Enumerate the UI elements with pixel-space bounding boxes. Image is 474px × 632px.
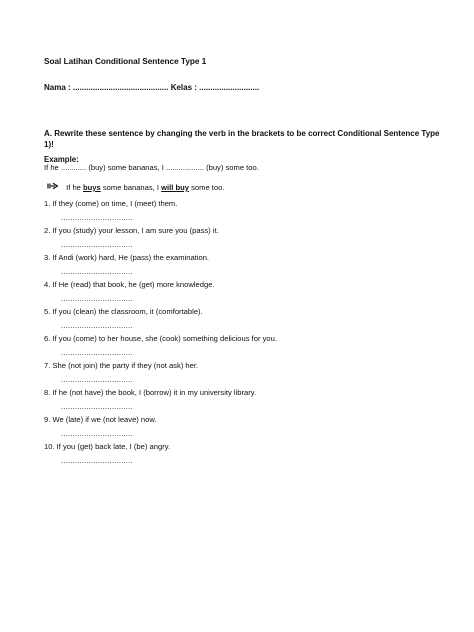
question-text: 9. We (late) if we (not leave) now. <box>44 415 157 424</box>
answer-blank: ............................... <box>61 212 133 222</box>
example-sentence: If he ............ (buy) some bananas, I .................. (buy) some too. <box>44 163 259 172</box>
name-class-line: Nama : ........................................... Kelas : ........................... <box>44 83 260 92</box>
answer-blank: ............................... <box>61 239 133 249</box>
question-text: 8. If he (not have) the book, I (borrow) it in my university library. <box>44 388 257 397</box>
example-label: Example: <box>44 155 79 164</box>
question-text: 3. If Andi (work) hard, He (pass) the examination. <box>44 253 210 262</box>
worksheet-title: Soal Latihan Conditional Sentence Type 1 <box>44 57 207 66</box>
answer-post: some too. <box>188 183 225 192</box>
answer-blank: ............................... <box>61 428 133 438</box>
question-text: 10. If you (get) back late, I (be) angry. <box>44 442 171 451</box>
question-item <box>44 389 256 410</box>
question-item <box>44 362 198 383</box>
answer-mid: some bananas, I <box>100 183 162 192</box>
answer-blank: ............................... <box>61 293 133 303</box>
question-text: 4. If He (read) that book, he (get) more knowledge. <box>44 280 215 289</box>
question-item <box>44 416 157 437</box>
question-item <box>44 443 170 464</box>
question-text: 7. She (not join) the party if they (not ask) her. <box>44 361 199 370</box>
example-answer <box>46 182 224 192</box>
question-item <box>44 227 219 248</box>
question-text: 5. If you (clean) the classroom, it (comfortable). <box>44 307 203 316</box>
answer-blank: ............................... <box>61 374 133 384</box>
question-item <box>44 308 203 329</box>
answer-blank: ............................... <box>61 347 133 357</box>
answer-blank: ............................... <box>61 266 133 276</box>
answer-blank: ............................... <box>61 401 133 411</box>
answer-buys: buys <box>83 183 101 192</box>
question-item <box>44 281 215 302</box>
question-text: 6. If you (come) to her house, she (cook) something delicious for you. <box>44 334 277 343</box>
question-text: 1. If they (come) on time, I (meet) them. <box>44 199 178 208</box>
question-item <box>44 200 177 221</box>
answer-blank: ............................... <box>61 320 133 330</box>
question-text: 2. If you (study) your lesson, I am sure you (pass) it. <box>44 226 219 235</box>
arrow-right-icon <box>46 182 60 190</box>
answer-will-buy: will buy <box>161 183 189 192</box>
instruction-text: A. Rewrite these sentence by changing the verb in the brackets to be correct Conditional Sentence Type 1)! <box>44 129 440 149</box>
answer-blank: ............................... <box>61 455 133 465</box>
question-item <box>44 254 209 275</box>
question-item <box>44 335 277 356</box>
answer-pre: If he <box>66 183 84 192</box>
